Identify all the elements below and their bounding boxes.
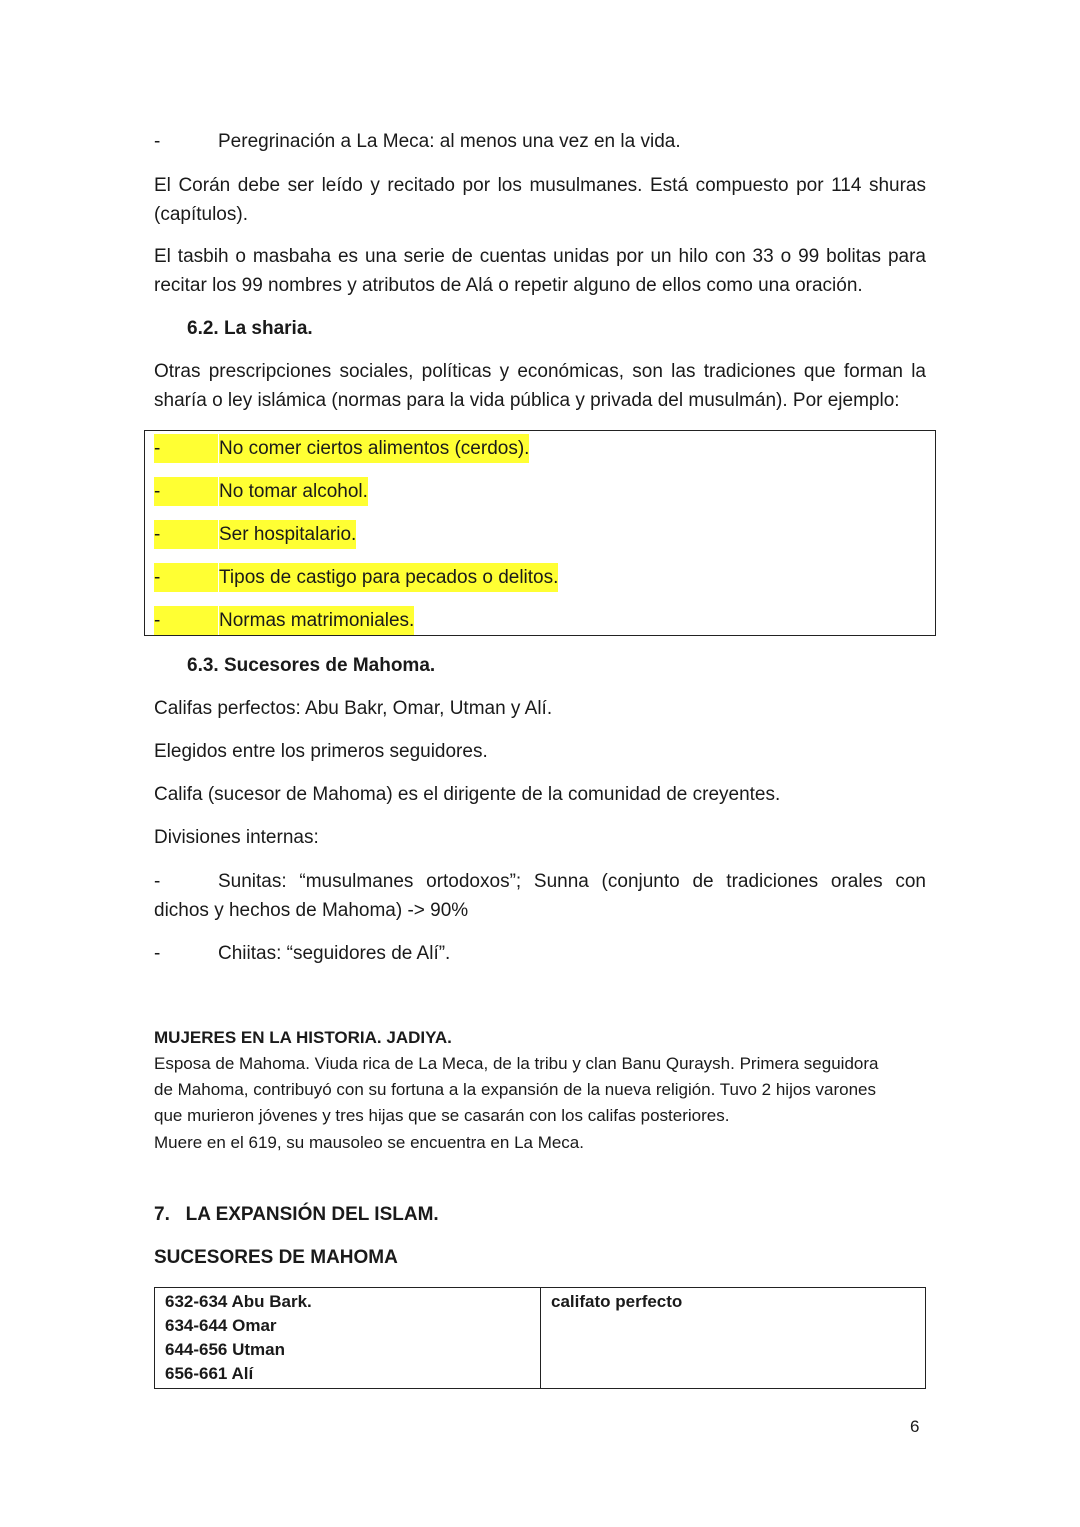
ruler-entry: 634-644 Omar (165, 1316, 277, 1335)
sharia-heading: 6.2. La sharia. (187, 318, 313, 339)
sharia-rules-box (144, 430, 936, 636)
ruler-entry: 632-634 Abu Bark. (165, 1292, 312, 1311)
ruler-entry: 644-656 Utman (165, 1340, 286, 1359)
bullet-dash: - (154, 871, 161, 892)
page-number: 6 (910, 1417, 920, 1436)
tasbih-paragraph: El tasbih o masbaha es una serie de cuentas unidas por un hilo con 33 o 99 bolitas para recitar los 99 nombres y atributos de Alá o repetir alguno de ellos como una oración. (154, 246, 926, 296)
rule-text: Tipos de castigo para pecados o delitos. (219, 563, 558, 592)
successors-line: Califas perfectos: Abu Bakr, Omar, Utman y Alí. (154, 698, 553, 719)
rule-dash: - (154, 606, 218, 635)
rule-text: Normas matrimoniales. (219, 606, 414, 635)
successors-line: Califa (sucesor de Mahoma) es el dirigente de la comunidad de creyentes. (154, 784, 781, 805)
rule-dash: - (154, 477, 218, 506)
women-line: de Mahoma, contribuyó con su fortuna a la expansión de la nueva religión. Tuvo 2 hijos varones (154, 1080, 877, 1099)
rulers-cell (155, 1288, 541, 1389)
successors-line: Elegidos entre los primeros seguidores. (154, 741, 488, 762)
rule-dash: - (154, 434, 218, 463)
rule-text: No comer ciertos alimentos (cerdos). (219, 434, 529, 463)
women-line: Esposa de Mahoma. Viuda rica de La Meca, de la tribu y clan Banu Quraysh. Primera seguidora (154, 1054, 879, 1073)
bullet-dash: - (154, 131, 161, 152)
successors-line: Divisiones internas: (154, 827, 319, 848)
expansion-subheading: SUCESORES DE MAHOMA (154, 1247, 398, 1268)
successors-table (154, 1287, 926, 1389)
women-title: MUJERES EN LA HISTORIA. JADIYA. (154, 1028, 452, 1047)
bullet-text: Peregrinación a La Meca: al menos una vez en la vida. (218, 131, 681, 152)
table-row (155, 1288, 926, 1389)
successors-heading: 6.3. Sucesores de Mahoma. (187, 655, 436, 676)
caliphate-cell (541, 1288, 926, 1389)
rule-text: Ser hospitalario. (219, 520, 356, 549)
expansion-heading: 7. LA EXPANSIÓN DEL ISLAM. (154, 1204, 439, 1225)
bullet-dash: - (154, 943, 161, 964)
sunni-continuation: dichos y hechos de Mahoma) -> 90% (154, 900, 469, 921)
sharia-paragraph: Otras prescripciones sociales, políticas y económicas, son las tradiciones que forman la sharía o ley islámica (normas para la vida pública y privada del musulmán). Por ejemplo: (154, 361, 926, 411)
bullet-text: Chiitas: “seguidores de Alí”. (218, 943, 451, 964)
ruler-entry: 656-661 Alí (165, 1364, 254, 1383)
women-line: que murieron jóvenes y tres hijas que se casarán con los califas posteriores. (154, 1106, 730, 1125)
rule-dash: - (154, 563, 218, 592)
bullet-text: Sunitas: “musulmanes ortodoxos”; Sunna (conjunto de tradiciones orales con (218, 871, 926, 892)
rule-dash: - (154, 520, 218, 549)
women-line: Muere en el 619, su mausoleo se encuentra en La Meca. (154, 1133, 584, 1152)
rule-text: No tomar alcohol. (219, 477, 368, 506)
coran-paragraph: El Corán debe ser leído y recitado por los musulmanes. Está compuesto por 114 shuras (capítulos). (154, 175, 926, 225)
caliphate-label: califato perfecto (551, 1292, 683, 1311)
